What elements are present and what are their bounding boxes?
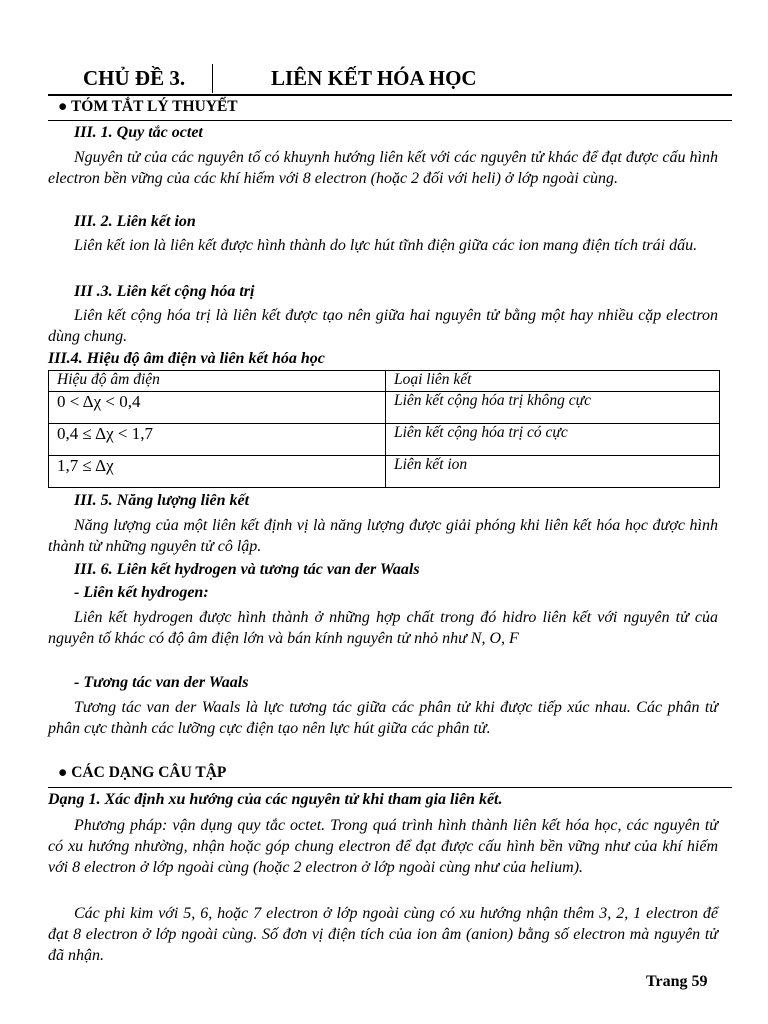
summary-heading: ● TÓM TẮT LÝ THUYẾT <box>58 98 238 115</box>
table-cell-condition: 0,4 ≤ Δχ < 1,7 <box>49 424 386 456</box>
table-header-row <box>49 371 720 392</box>
octet-heading: III. 1. Quy tắc octet <box>74 124 203 141</box>
section-rule <box>48 120 732 121</box>
table-row <box>49 424 720 456</box>
energy-text: Năng lượng của một liên kết định vị là năng lượng được giải phóng khi liên kết hóa học được hình thành từ những nguyên tử cô lập. <box>48 517 718 555</box>
hydrogen-subheading: - Liên kết hydrogen: <box>74 584 209 601</box>
table-cell-type: Liên kết ion <box>386 456 720 488</box>
table-cell-condition: 0 < Δχ < 0,4 <box>49 392 386 424</box>
vdw-subheading: - Tương tác van der Waals <box>74 674 249 691</box>
table-header-cell: Loại liên kết <box>386 371 720 392</box>
page-number: Trang 59 <box>646 973 708 990</box>
table-cell-condition: 1,7 ≤ Δχ <box>49 456 386 488</box>
chapter-divider <box>212 64 213 93</box>
chapter-title: LIÊN KẾT HÓA HỌC <box>271 66 477 90</box>
energy-heading: III. 5. Năng lượng liên kết <box>74 492 250 509</box>
ionic-text: Liên kết ion là liên kết được hình thành do lực hút tĩnh điện giữa các ion mang điện tích trái dấu. <box>74 237 698 254</box>
section-rule <box>48 787 732 788</box>
exercise1-nonmetal: Các phi kim với 5, 6, hoặc 7 electron ở lớp ngoài cùng có xu hướng nhận thêm 3, 2, 1 electron để đạt 8 electron ở lớp ngoài cùng. Số đơn vị điện tích của ion âm (anion) bằng số electron mà nguyên tử đã nhận. <box>48 905 718 964</box>
table-header-cell: Hiệu độ âm điện <box>49 371 386 392</box>
chapter-header <box>48 62 732 96</box>
covalent-heading: III .3. Liên kết cộng hóa trị <box>74 283 255 300</box>
chapter-number: CHỦ ĐỀ 3. <box>83 66 186 90</box>
table-cell-type: Liên kết cộng hóa trị có cực <box>386 424 720 456</box>
vdw-text: Tương tác van der Waals là lực tương tác giữa các phân tử khi được tiếp xúc nhau. Các phân tử phân cực thành các lưỡng cực điện tạo nên lực hút giữa các phân tử. <box>48 699 718 737</box>
table-row <box>49 456 720 488</box>
covalent-text: Liên kết cộng hóa trị là liên kết được tạo nên giữa hai nguyên tử bằng một hay nhiều cặp electron dùng chung. <box>48 307 718 345</box>
electronegativity-heading: III.4. Hiệu độ âm điện và liên kết hóa học <box>48 350 325 367</box>
bond-type-table <box>48 370 720 488</box>
table-row <box>49 392 720 424</box>
octet-text: Nguyên tử của các nguyên tố có khuynh hướng liên kết với các nguyên tử khác để đạt được cấu hình electron bền vững của các khí hiếm với 8 electron (hoặc 2 đối với heli) ở lớp ngoài cùng. <box>48 149 718 187</box>
exercise1-method: Phương pháp: vận dụng quy tắc octet. Trong quá trình hình thành liên kết hóa học, các nguyên tử có xu hướng nhường, nhận hoặc góp chung electron để đạt được cấu hình bền vững như của khí hiếm với 8 electron ở lớp ngoài cùng (hoặc 2 electron ở lớp ngoài cùng như của helium). <box>48 817 718 876</box>
exercise1-heading: Dạng 1. Xác định xu hướng của các nguyên tử khi tham gia liên kết. <box>48 791 503 808</box>
hydrogen-text: Liên kết hydrogen được hình thành ở những hợp chất trong đó hidro liên kết với nguyên tử của nguyên tố khác có độ âm điện lớn và bán kính nguyên tử nhỏ như N, O, F <box>48 609 718 647</box>
exercises-heading: ● CÁC DẠNG CÂU TẬP <box>58 764 227 781</box>
table-cell-type: Liên kết cộng hóa trị không cực <box>386 392 720 424</box>
ionic-heading: III. 2. Liên kết ion <box>74 213 196 230</box>
hydrogen-vdw-heading: III. 6. Liên kết hydrogen và tương tác van der Waals <box>74 561 420 578</box>
